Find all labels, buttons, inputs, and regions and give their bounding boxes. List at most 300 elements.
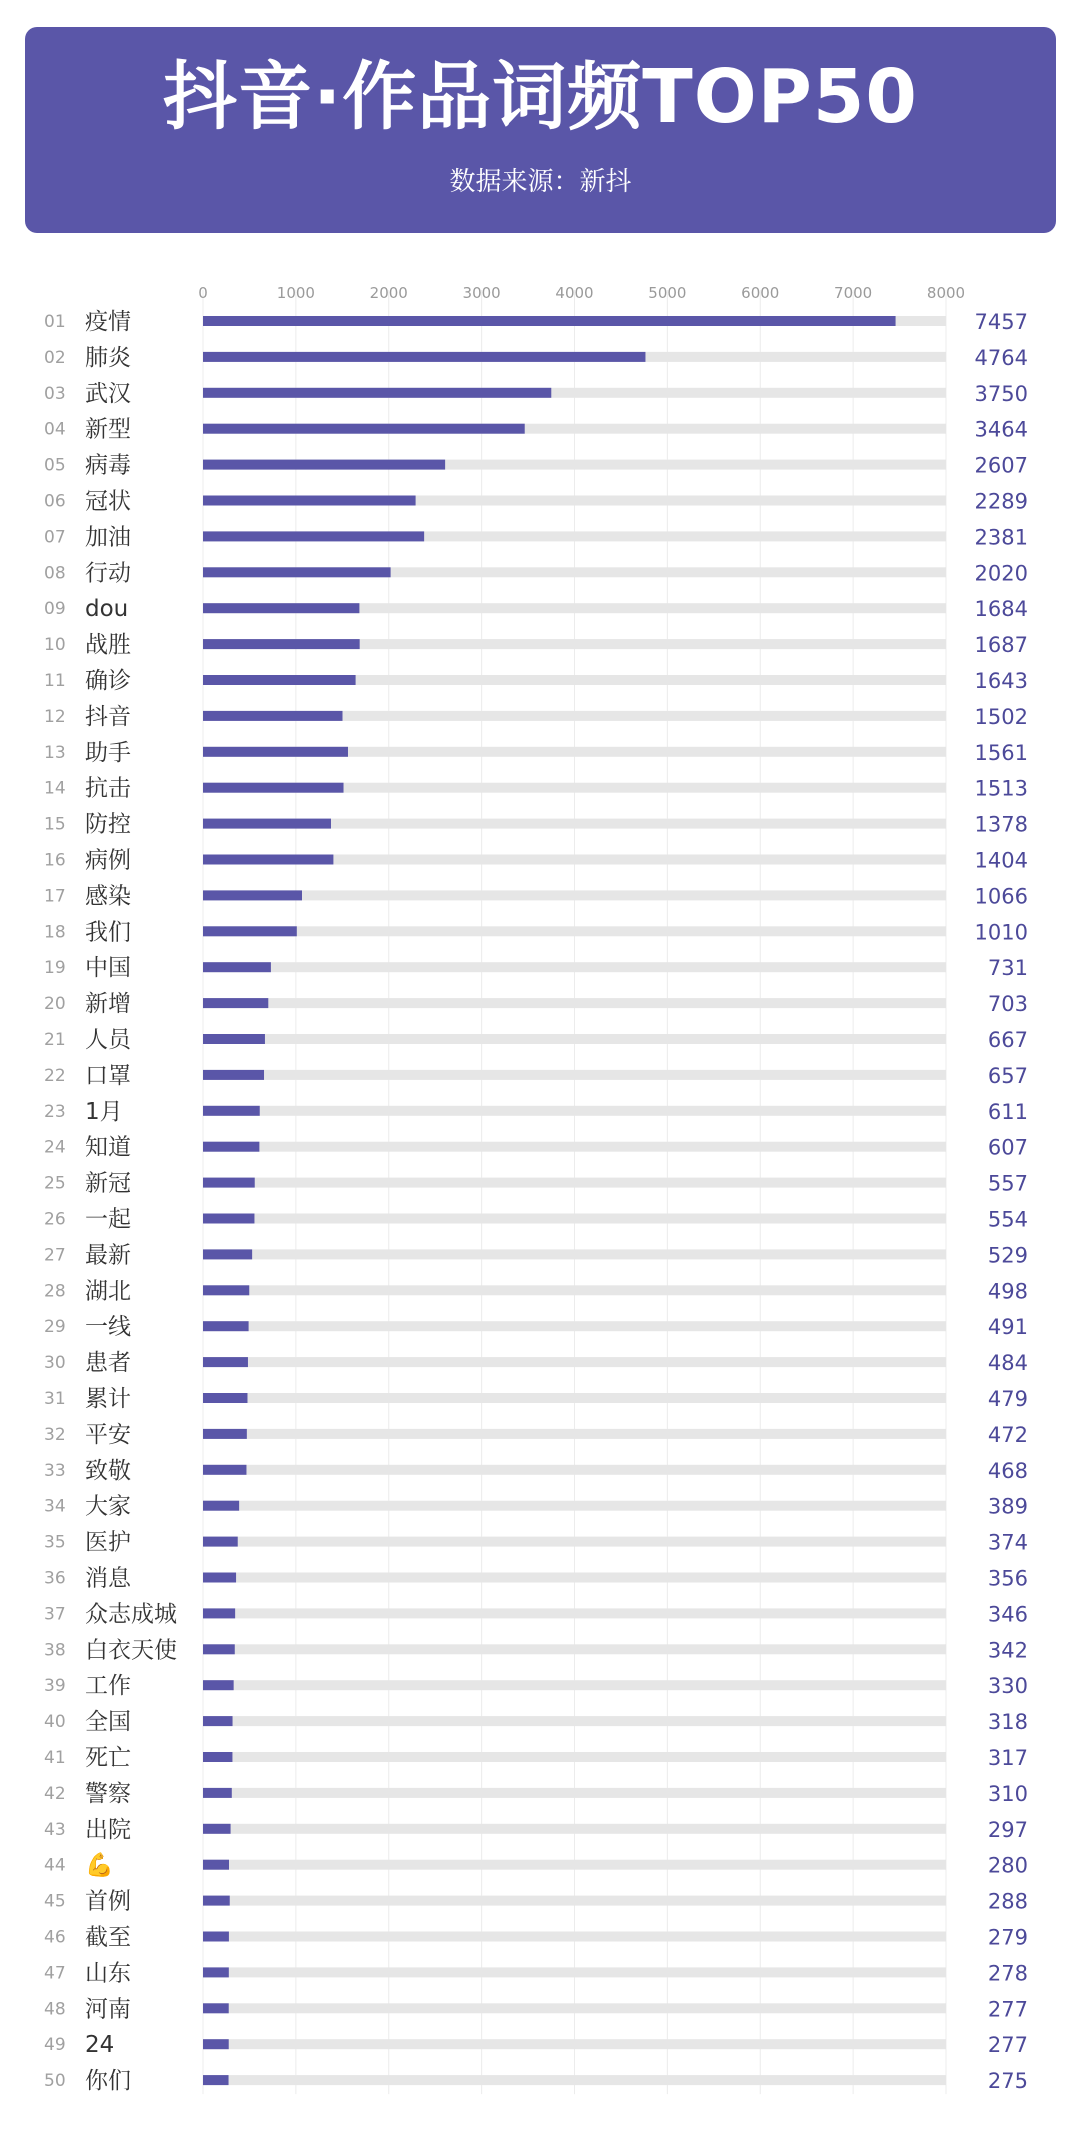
bar <box>203 1537 238 1547</box>
bar-row <box>44 1925 1028 1951</box>
bar <box>203 1429 247 1439</box>
category-label: 平安 <box>85 1421 131 1448</box>
category-label: 中国 <box>85 955 131 982</box>
bar-track <box>203 1788 946 1798</box>
rank-label: 07 <box>44 527 66 548</box>
rank-label: 19 <box>44 958 66 979</box>
value-label: 731 <box>987 956 1028 981</box>
bar <box>203 603 359 613</box>
category-label: 一线 <box>85 1314 131 1341</box>
category-label: 助手 <box>85 739 131 766</box>
category-label: 新冠 <box>85 1170 131 1197</box>
x-tick-label: 1000 <box>276 284 315 302</box>
x-tick-label: 0 <box>198 284 208 302</box>
bar <box>203 1932 229 1942</box>
bar <box>203 316 896 326</box>
value-label: 1561 <box>974 740 1028 765</box>
rank-label: 41 <box>44 1748 66 1768</box>
bar-row <box>44 955 1028 981</box>
rank-label: 20 <box>44 994 66 1015</box>
rank-label: 27 <box>44 1245 66 1266</box>
category-label: 全国 <box>85 1709 131 1736</box>
rank-label: 40 <box>44 1712 66 1733</box>
rank-label: 45 <box>44 1891 66 1912</box>
rank-label: 28 <box>44 1281 66 1302</box>
value-label: 554 <box>987 1207 1028 1232</box>
bar-row <box>44 309 1028 335</box>
rank-label: 31 <box>44 1389 66 1409</box>
x-tick-label: 4000 <box>555 284 594 302</box>
value-label: 310 <box>987 1781 1028 1806</box>
value-label: 288 <box>987 1889 1028 1914</box>
category-label: 感染 <box>85 883 131 910</box>
bar-track <box>203 1285 946 1295</box>
category-label: 抗击 <box>85 775 131 802</box>
value-label: 1066 <box>974 884 1028 909</box>
rank-label: 17 <box>44 886 66 907</box>
bar-row <box>44 417 1028 443</box>
bar-row <box>44 632 1028 658</box>
bar <box>203 1967 229 1977</box>
bar-row <box>44 1494 1028 1520</box>
category-label: 截至 <box>85 1924 131 1951</box>
bar-row <box>44 381 1028 407</box>
value-label: 278 <box>987 1961 1028 1986</box>
rank-label: 47 <box>44 1963 66 1984</box>
title-banner <box>25 27 1056 233</box>
bar <box>203 496 416 506</box>
bar-track <box>203 2003 946 2013</box>
bar-row <box>44 596 1028 622</box>
value-label: 1502 <box>974 704 1028 729</box>
category-label: 病毒 <box>85 452 131 479</box>
rank-label: 29 <box>44 1317 66 1338</box>
bar-row <box>44 345 1028 371</box>
bar-row <box>44 1601 1028 1627</box>
rank-label: 36 <box>44 1568 66 1589</box>
rank-label: 08 <box>44 563 66 584</box>
rank-label: 35 <box>44 1532 66 1553</box>
bar-row <box>44 2032 1028 2058</box>
bar <box>203 1501 239 1511</box>
value-label: 1684 <box>974 597 1028 622</box>
rank-label: 11 <box>44 671 66 691</box>
rank-label: 04 <box>44 419 66 440</box>
value-label: 297 <box>987 1817 1028 1842</box>
value-label: 3750 <box>974 381 1028 406</box>
category-label: 肺炎 <box>85 344 131 371</box>
bar <box>203 1214 254 1224</box>
category-label: 湖北 <box>85 1278 131 1305</box>
category-label: 行动 <box>85 560 131 587</box>
bar <box>203 1357 248 1367</box>
bar <box>203 1034 265 1044</box>
value-label: 2381 <box>974 525 1028 550</box>
bar <box>203 1142 259 1152</box>
category-label: 工作 <box>85 1673 131 1700</box>
category-label: 一起 <box>85 1206 131 1233</box>
category-label: 确诊 <box>85 668 131 694</box>
value-label: 389 <box>987 1494 1028 1519</box>
category-label: 战胜 <box>85 632 131 659</box>
data-source: 数据来源：新抖 <box>449 167 632 197</box>
rank-label: 44 <box>44 1855 66 1876</box>
bar-row <box>44 668 1028 694</box>
bar-row <box>44 1422 1028 1448</box>
x-tick-label: 7000 <box>834 284 873 302</box>
category-label: 冠状 <box>85 488 131 515</box>
value-label: 346 <box>987 1602 1028 1627</box>
bar-track <box>203 1644 946 1654</box>
bar <box>203 1752 232 1762</box>
bar <box>203 1573 236 1583</box>
bar <box>203 926 297 936</box>
category-label: 你们 <box>85 2068 131 2095</box>
bar <box>203 1106 260 1116</box>
rank-label: 42 <box>44 1783 66 1804</box>
rank-label: 21 <box>44 1030 66 1050</box>
category-label: 1月 <box>85 1098 123 1125</box>
rank-label: 22 <box>44 1065 66 1086</box>
category-label: 山东 <box>85 1960 131 1987</box>
rank-label: 26 <box>44 1209 66 1230</box>
bar-track <box>203 1357 946 1367</box>
category-label: 💪 <box>85 1852 114 1879</box>
bar-row <box>44 1637 1028 1663</box>
bar-row <box>44 1171 1028 1197</box>
value-label: 611 <box>987 1099 1028 1124</box>
rank-label: 34 <box>44 1496 66 1517</box>
value-label: 356 <box>987 1566 1028 1591</box>
bar-row <box>44 1745 1028 1771</box>
category-label: 白衣天使 <box>85 1637 177 1664</box>
category-label: 消息 <box>85 1565 131 1592</box>
bar <box>203 1608 235 1618</box>
rank-label: 06 <box>44 491 66 512</box>
bar-row <box>44 524 1028 550</box>
bar <box>203 531 424 541</box>
value-label: 484 <box>987 1351 1028 1376</box>
bar-track <box>203 1680 946 1690</box>
bar-row <box>44 1242 1028 1268</box>
rank-label: 50 <box>44 2071 66 2092</box>
bar-row <box>44 740 1028 766</box>
bar-track <box>203 1573 946 1583</box>
bar <box>203 2039 229 2049</box>
bar-chart <box>0 260 1080 2140</box>
bar-row <box>44 453 1028 479</box>
bar-row <box>44 1889 1028 1915</box>
bar <box>203 1285 249 1295</box>
bar-track <box>203 926 946 936</box>
bar <box>203 639 360 649</box>
bar-track <box>203 1537 946 1547</box>
bar <box>203 2075 229 2085</box>
bar-row <box>44 1278 1028 1304</box>
bar-track <box>203 962 946 972</box>
rank-label: 01 <box>44 312 66 332</box>
bar-row <box>44 991 1028 1017</box>
value-label: 491 <box>987 1315 1028 1340</box>
bar-track <box>203 1608 946 1618</box>
bar-track <box>203 1501 946 1511</box>
value-label: 279 <box>987 1925 1028 1950</box>
bar <box>203 567 391 577</box>
value-label: 2607 <box>974 453 1028 478</box>
bar-track <box>203 1896 946 1906</box>
rank-label: 02 <box>44 347 66 368</box>
bar-row <box>44 812 1028 838</box>
rank-label: 14 <box>44 778 66 799</box>
rank-label: 24 <box>44 1137 66 1158</box>
bar-row <box>44 489 1028 515</box>
bar-row <box>44 1852 1028 1879</box>
bar <box>203 1788 232 1798</box>
category-label: 疫情 <box>85 309 131 335</box>
bar <box>203 1393 247 1403</box>
category-label: 致敬 <box>85 1457 131 1484</box>
rank-label: 16 <box>44 850 66 871</box>
value-label: 2020 <box>974 561 1028 586</box>
rank-label: 49 <box>44 2035 66 2056</box>
rank-label: 38 <box>44 1640 66 1661</box>
chart-title: 抖音·作品词频TOP50 <box>163 54 918 140</box>
category-label: 病例 <box>85 847 131 874</box>
x-tick-label: 5000 <box>648 284 687 302</box>
value-label: 3464 <box>974 417 1028 442</box>
rank-label: 18 <box>44 922 66 943</box>
rank-label: 03 <box>44 383 66 404</box>
bar-track <box>203 890 946 900</box>
rank-label: 37 <box>44 1604 66 1625</box>
bar <box>203 1716 233 1726</box>
bar <box>203 711 342 721</box>
bar-track <box>203 1142 946 1152</box>
bar-track <box>203 998 946 1008</box>
value-label: 7457 <box>974 310 1028 334</box>
bar-track <box>203 1393 946 1403</box>
value-label: 607 <box>987 1135 1028 1160</box>
value-label: 277 <box>987 2033 1028 2058</box>
bar-row <box>44 1207 1028 1233</box>
bar <box>203 1896 230 1906</box>
bar-row <box>44 1135 1028 1161</box>
category-label: 众志成城 <box>85 1601 177 1628</box>
category-label: 大家 <box>85 1493 131 1520</box>
bar <box>203 2003 229 2013</box>
x-tick-label: 3000 <box>462 284 501 302</box>
bar-row <box>44 776 1028 802</box>
bar-row <box>44 1817 1028 1843</box>
value-label: 280 <box>987 1853 1028 1878</box>
bar-track <box>203 1249 946 1259</box>
bar <box>203 1178 255 1188</box>
bar-row <box>44 704 1028 730</box>
value-label: 479 <box>987 1387 1028 1411</box>
bar-track <box>203 1214 946 1224</box>
value-label: 498 <box>987 1279 1028 1304</box>
rank-label: 46 <box>44 1927 66 1948</box>
value-label: 4764 <box>974 345 1028 370</box>
value-label: 374 <box>987 1530 1028 1555</box>
bar <box>203 855 333 865</box>
bar-row <box>44 1566 1028 1592</box>
value-label: 275 <box>987 2069 1028 2094</box>
category-label: 首例 <box>85 1888 131 1915</box>
bar <box>203 1321 249 1331</box>
rank-label: 05 <box>44 455 66 476</box>
rank-label: 10 <box>44 635 66 656</box>
category-label: 累计 <box>85 1386 131 1412</box>
bar-track <box>203 1860 946 1870</box>
bar <box>203 890 302 900</box>
bar-row <box>44 1063 1028 1089</box>
bar <box>203 388 551 398</box>
category-label: 24 <box>85 2032 115 2059</box>
category-label: 死亡 <box>85 1745 131 1771</box>
bar <box>203 819 331 829</box>
category-label: 出院 <box>85 1816 131 1843</box>
category-label: 新增 <box>85 991 131 1018</box>
bar-rows <box>44 309 1028 2094</box>
value-label: 1643 <box>974 669 1028 693</box>
bar-track <box>203 1824 946 1834</box>
rank-label: 39 <box>44 1676 66 1697</box>
value-label: 468 <box>987 1458 1028 1483</box>
x-tick-label: 8000 <box>926 284 966 302</box>
value-label: 1378 <box>974 812 1028 837</box>
category-label: 武汉 <box>85 380 131 407</box>
bar <box>203 352 645 362</box>
bar-track <box>203 1752 946 1762</box>
bar-row <box>44 848 1028 874</box>
bar-row <box>44 560 1028 586</box>
category-label: dou <box>85 596 129 623</box>
value-label: 667 <box>987 1028 1028 1052</box>
bar-row <box>44 1314 1028 1340</box>
value-label: 317 <box>987 1746 1028 1770</box>
category-label: 知道 <box>85 1134 131 1161</box>
bar <box>203 424 525 434</box>
bar-row <box>44 1996 1028 2022</box>
bar-track <box>203 1429 946 1439</box>
category-label: 口罩 <box>85 1062 131 1089</box>
bar <box>203 1070 264 1080</box>
category-label: 患者 <box>85 1350 131 1377</box>
category-label: 加油 <box>85 524 131 551</box>
bar-track <box>203 1070 946 1080</box>
bar <box>203 1860 229 1870</box>
bar <box>203 1465 246 1475</box>
value-label: 318 <box>987 1710 1028 1735</box>
bar-row <box>44 1458 1028 1484</box>
value-label: 557 <box>987 1171 1028 1196</box>
category-label: 医护 <box>85 1529 131 1556</box>
bar-row <box>44 1530 1028 1556</box>
rank-label: 23 <box>44 1101 66 1122</box>
category-label: 人员 <box>85 1027 131 1053</box>
rank-label: 12 <box>44 706 66 727</box>
bar <box>203 1644 235 1654</box>
bar-track <box>203 2039 946 2049</box>
rank-label: 33 <box>44 1460 66 1481</box>
rank-label: 32 <box>44 1424 66 1445</box>
bar <box>203 747 348 757</box>
x-tick-label: 2000 <box>369 284 408 302</box>
category-label: 新型 <box>85 416 131 443</box>
value-label: 277 <box>987 1997 1028 2022</box>
bar-track <box>203 1465 946 1475</box>
bar-row <box>44 1350 1028 1376</box>
bar-track <box>203 1967 946 1977</box>
bar-row <box>44 1386 1028 1412</box>
rank-label: 25 <box>44 1173 66 1194</box>
bar-row <box>44 2068 1028 2094</box>
value-label: 1513 <box>974 776 1028 801</box>
bar <box>203 783 344 793</box>
bar-row <box>44 919 1028 945</box>
bar <box>203 675 356 685</box>
bar-track <box>203 1932 946 1942</box>
bar-track <box>203 1178 946 1188</box>
category-label: 河南 <box>85 1996 131 2023</box>
value-label: 2289 <box>974 489 1028 514</box>
category-label: 抖音 <box>85 703 131 730</box>
bar-track <box>203 2075 946 2085</box>
value-label: 472 <box>987 1422 1028 1447</box>
value-label: 1687 <box>974 633 1028 658</box>
x-axis-ticks <box>198 284 965 302</box>
value-label: 1010 <box>974 920 1028 945</box>
bar-track <box>203 1321 946 1331</box>
bar-row <box>44 1960 1028 1986</box>
rank-label: 09 <box>44 599 66 620</box>
bar-row <box>44 1027 1028 1053</box>
rank-label: 13 <box>44 742 66 763</box>
bar-row <box>44 1673 1028 1699</box>
rank-label: 15 <box>44 814 66 835</box>
value-label: 1404 <box>974 848 1028 873</box>
bar-row <box>44 883 1028 909</box>
category-label: 防控 <box>85 811 131 838</box>
rank-label: 30 <box>44 1353 66 1374</box>
value-label: 342 <box>987 1638 1028 1663</box>
bar-row <box>44 1709 1028 1735</box>
bar-track <box>203 1106 946 1116</box>
bar <box>203 962 271 972</box>
bar-row <box>44 1781 1028 1807</box>
x-tick-label: 6000 <box>741 284 780 302</box>
bar <box>203 460 445 470</box>
bar <box>203 1249 252 1259</box>
bar-track <box>203 1716 946 1726</box>
bar-track <box>203 1034 946 1044</box>
bar-row <box>44 1099 1028 1125</box>
bar <box>203 1824 231 1834</box>
grid-lines <box>203 290 946 2094</box>
rank-label: 48 <box>44 1999 66 2020</box>
category-label: 警察 <box>85 1780 131 1807</box>
value-label: 657 <box>987 1063 1028 1088</box>
bar <box>203 1680 234 1690</box>
value-label: 330 <box>987 1674 1028 1699</box>
rank-label: 43 <box>44 1819 66 1840</box>
category-label: 最新 <box>85 1242 131 1269</box>
value-label: 529 <box>987 1243 1028 1268</box>
value-label: 703 <box>987 992 1028 1017</box>
category-label: 我们 <box>85 919 131 946</box>
bar <box>203 998 268 1008</box>
